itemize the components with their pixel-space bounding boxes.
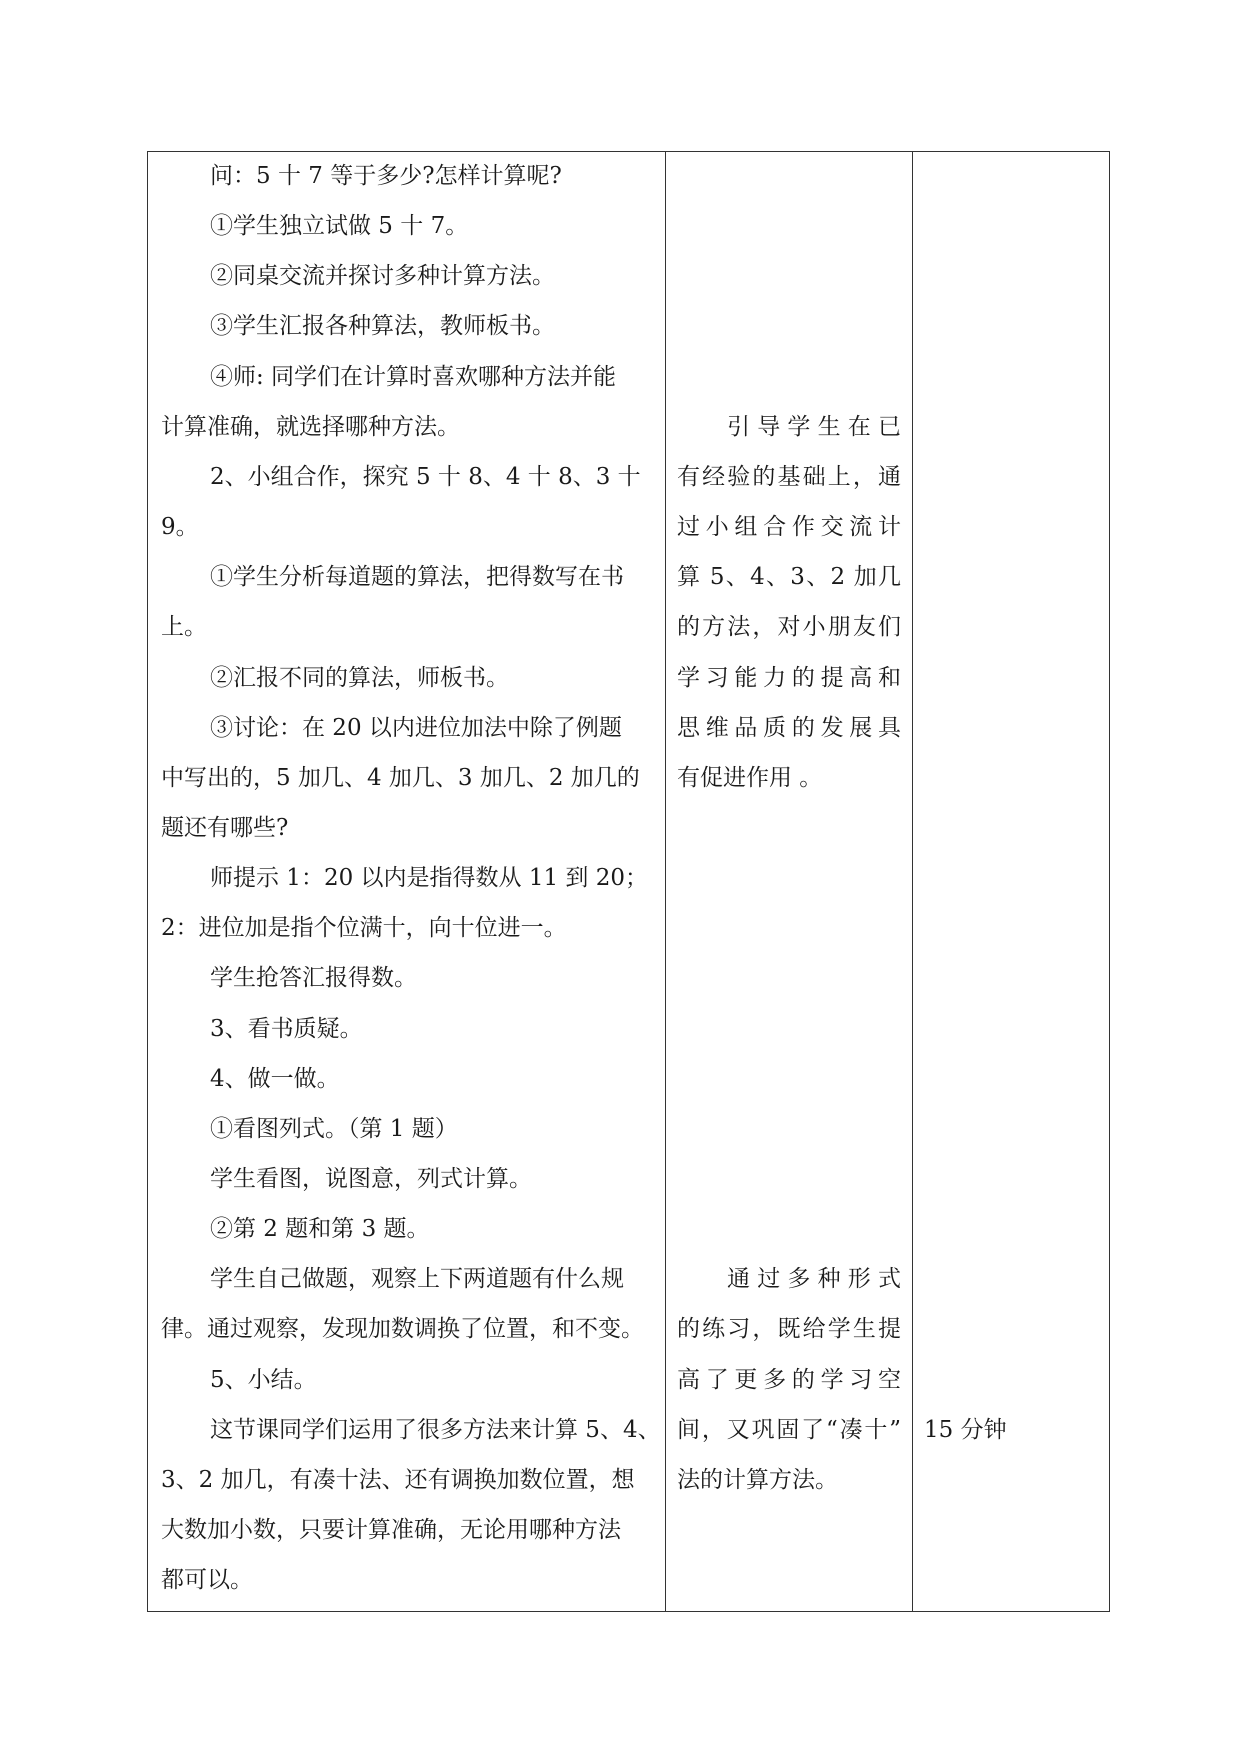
process-line: 这节课同学们运用了很多方法来计算 5、4、 <box>210 1416 661 1443</box>
process-line: ④师: 同学们在计算时喜欢哪种方法并能 <box>210 363 617 390</box>
process-line: ①学生独立试做 5 十 7。 <box>210 213 469 240</box>
process-line: 中写出的，5 加几、4 加几、3 加几、2 加几的 <box>161 764 640 791</box>
design-intent-line: 学习能力的提高和 <box>677 664 901 691</box>
process-line: 3、2 加几，有凑十法、还有调换加数位置，想 <box>161 1466 635 1493</box>
time-column <box>912 152 1111 1611</box>
design-intent-column <box>665 152 912 1611</box>
design-intent-line: 过小组合作交流计 <box>677 514 901 541</box>
process-line: 计算准确，就选择哪种方法。 <box>161 413 460 440</box>
process-line: 学生抢答汇报得数。 <box>210 965 417 992</box>
process-line: 师提示 1：20 以内是指得数从 11 到 20； <box>210 865 648 892</box>
process-line: 问：5 十 7 等于多少?怎样计算呢? <box>210 163 562 189</box>
design-intent-line: 算 5、4、3、2 加几 <box>677 564 901 591</box>
process-line: 上。 <box>161 614 207 641</box>
process-line: 4、做一做。 <box>210 1065 340 1092</box>
process-line: 学生自己做题，观察上下两道题有什么规 <box>210 1266 624 1293</box>
process-line: 2：进位加是指个位满十，向十位进一。 <box>161 915 567 942</box>
teaching-process-column <box>148 152 665 1611</box>
design-intent-line: 的练习，既给学生提 <box>677 1316 901 1343</box>
process-line: 大数加小数，只要计算准确，无论用哪种方法 <box>161 1517 621 1544</box>
process-line: 5、小结。 <box>210 1366 317 1393</box>
process-line: ③学生汇报各种算法，教师板书。 <box>210 313 555 340</box>
design-intent-line: 高了更多的学习空 <box>677 1366 901 1393</box>
design-intent-line: 通过多种形式 <box>727 1266 901 1293</box>
process-line: 9。 <box>161 514 199 541</box>
process-line: 学生看图，说图意，列式计算。 <box>210 1166 532 1192</box>
process-line: ②第 2 题和第 3 题。 <box>210 1216 430 1243</box>
design-intent-line: 的方法，对小朋友们 <box>677 614 901 641</box>
process-line: 题还有哪些? <box>161 814 289 841</box>
time-allocation: 15 分钟 <box>924 1416 1007 1443</box>
design-intent-line: 有促进作用 。 <box>677 764 823 791</box>
process-line: ②汇报不同的算法，师板书。 <box>210 664 509 691</box>
design-intent-line: 间，又巩固了“凑十” <box>677 1416 901 1443</box>
process-line: 律。通过观察，发现加数调换了位置，和不变。 <box>161 1316 644 1343</box>
design-intent-line: 思维品质的发展具 <box>677 714 901 741</box>
design-intent-line: 引导学生在已 <box>727 413 901 440</box>
process-line: ①看图列式。（第 1 题） <box>210 1115 458 1142</box>
process-line: 2、小组合作，探究 5 十 8、4 十 8、3 十 <box>210 463 641 490</box>
process-line: ①学生分析每道题的算法，把得数写在书 <box>210 564 624 591</box>
lesson-plan-table <box>147 151 1110 1612</box>
process-line: ③讨论：在 20 以内进位加法中除了例题 <box>210 714 622 741</box>
process-line: ②同桌交流并探讨多种计算方法。 <box>210 263 555 290</box>
process-line: 3、看书质疑。 <box>210 1015 363 1042</box>
design-intent-line: 法的计算方法。 <box>677 1466 838 1493</box>
design-intent-line: 有经验的基础上，通 <box>677 463 901 490</box>
process-line: 都可以。 <box>161 1567 253 1594</box>
